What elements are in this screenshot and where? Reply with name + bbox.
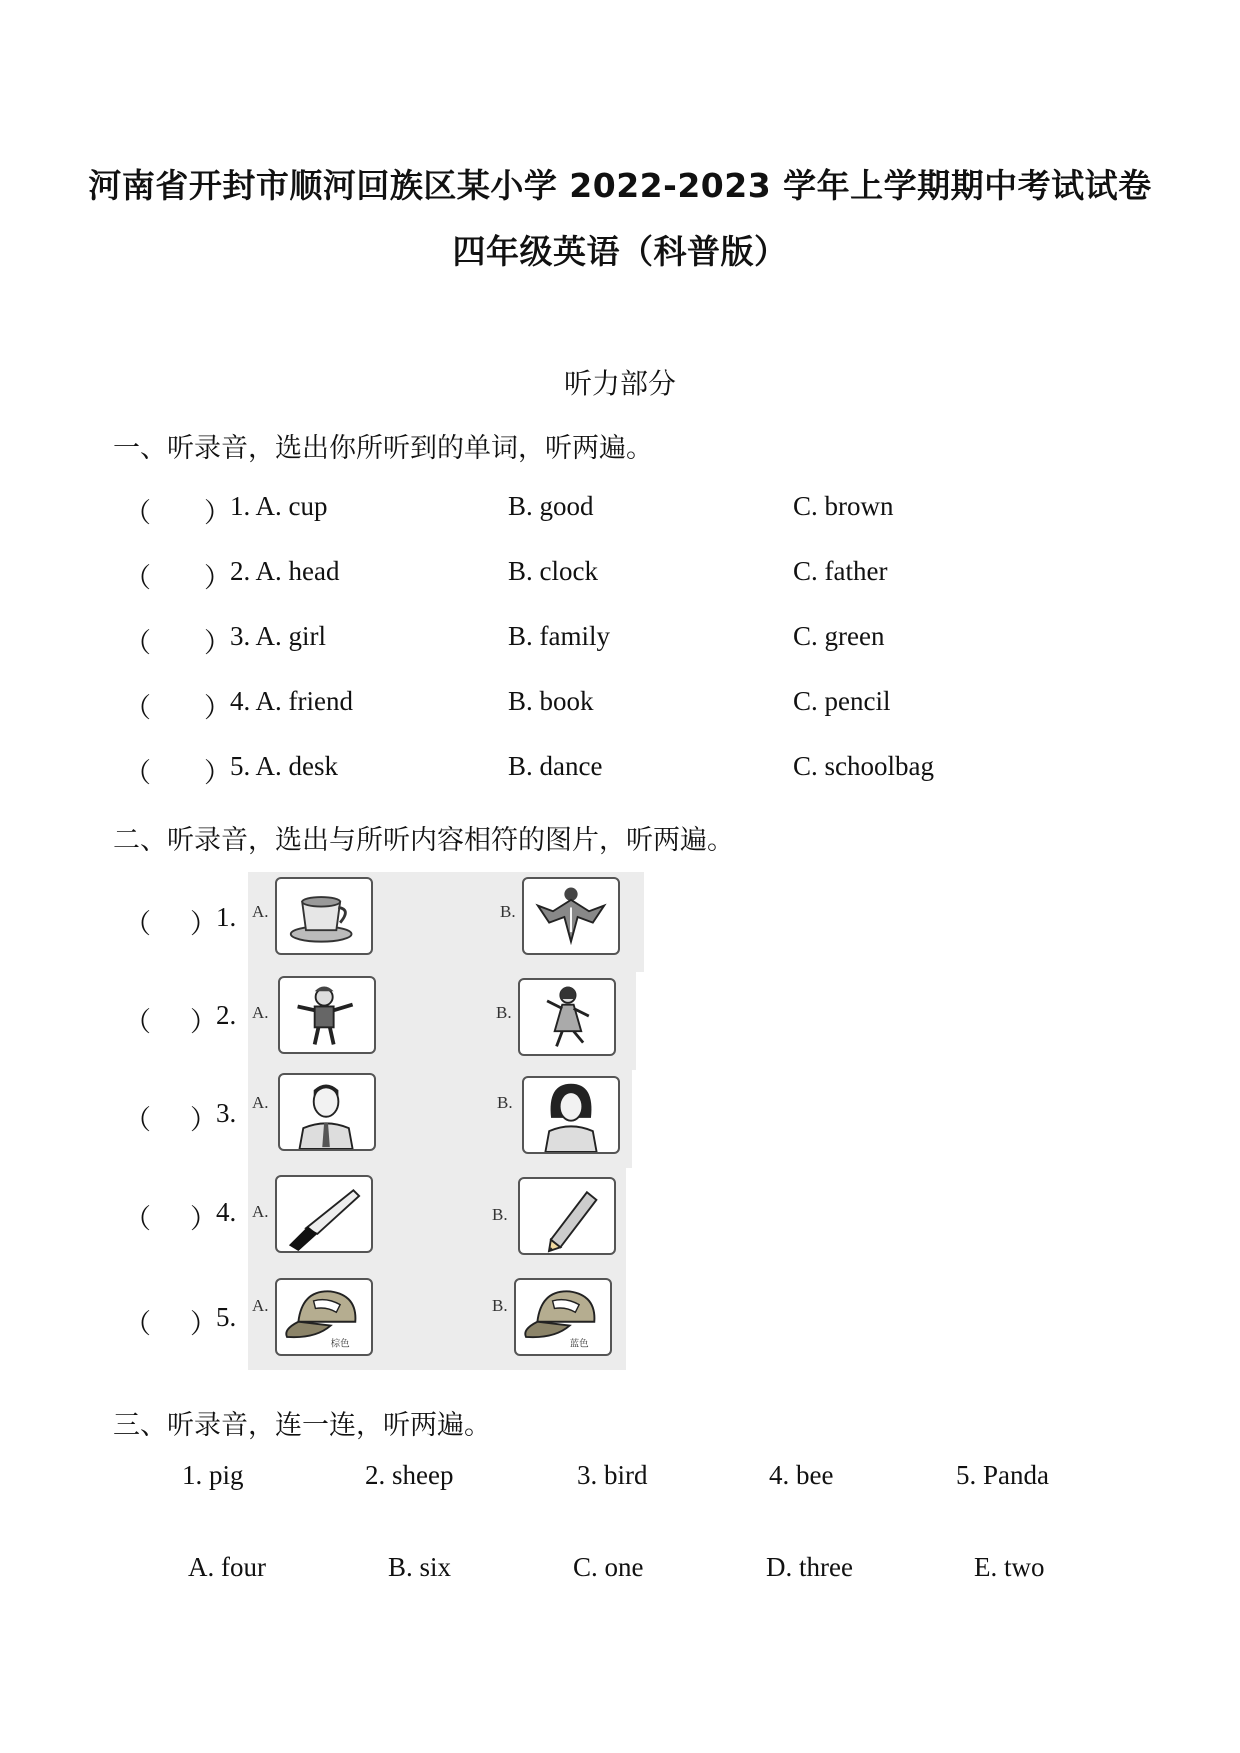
woman-icon[interactable] xyxy=(522,1076,620,1154)
question-number: 1. xyxy=(216,902,237,932)
part2-question-3 xyxy=(0,1068,1240,1168)
boy-icon[interactable] xyxy=(278,976,376,1054)
girl-dancing-icon[interactable] xyxy=(518,978,616,1056)
answer-paren-right: ） xyxy=(190,909,217,939)
answer-paren-right: ） xyxy=(190,1007,217,1037)
kite-icon[interactable] xyxy=(522,877,620,955)
option-a: 2. A. head xyxy=(230,556,340,586)
part2-question-2 xyxy=(0,970,1240,1070)
answer-paren-right: ） xyxy=(204,628,231,658)
option-c: C. father xyxy=(793,556,888,586)
answer-paren-left[interactable]: （ xyxy=(124,1309,151,1339)
animal-word[interactable]: 2. sheep xyxy=(365,1460,454,1490)
label-a: A. xyxy=(252,1003,269,1022)
answer-paren-left[interactable]: （ xyxy=(124,628,151,658)
option-b: B. family xyxy=(508,621,610,651)
part3-heading: 三、听录音，连一连，听两遍。 xyxy=(113,1410,491,1441)
option-a: 1. A. cup xyxy=(230,491,328,521)
cap-color-label: 棕色 xyxy=(330,1338,350,1350)
option-b: B. clock xyxy=(508,556,598,586)
exam-title: 河南省开封市顺河回族区某小学 2022-2023 学年上学期期中考试试卷 xyxy=(88,166,1152,205)
answer-paren-left[interactable]: （ xyxy=(124,1105,151,1135)
label-a: A. xyxy=(252,1296,269,1315)
answer-paren-left[interactable]: （ xyxy=(124,758,151,788)
answer-paren-right: ） xyxy=(190,1105,217,1135)
part1-question-3 xyxy=(0,621,1240,661)
question-number: 5. xyxy=(216,1302,237,1332)
cap-color-label: 蓝色 xyxy=(569,1338,589,1350)
number-word[interactable]: E. two xyxy=(974,1552,1045,1582)
animal-word[interactable]: 4. bee xyxy=(769,1460,834,1490)
part1-question-1 xyxy=(0,491,1240,531)
part1-question-5 xyxy=(0,751,1240,791)
exam-subtitle: 四年级英语（科普版） xyxy=(452,232,788,271)
part2-question-5 xyxy=(0,1266,1240,1366)
animal-word[interactable]: 1. pig xyxy=(182,1460,244,1490)
answer-paren-left[interactable]: （ xyxy=(124,1007,151,1037)
answer-paren-right: ） xyxy=(190,1204,217,1234)
answer-paren-left[interactable]: （ xyxy=(124,1204,151,1234)
option-c: C. schoolbag xyxy=(793,751,934,781)
question-number: 3. xyxy=(216,1098,237,1128)
option-b: B. dance xyxy=(508,751,603,781)
option-b: B. good xyxy=(508,491,594,521)
man-icon[interactable] xyxy=(278,1073,376,1151)
label-b: B. xyxy=(492,1205,508,1224)
label-b: B. xyxy=(500,902,516,921)
option-c: C. brown xyxy=(793,491,894,521)
part1-question-4 xyxy=(0,686,1240,726)
number-word[interactable]: A. four xyxy=(188,1552,266,1582)
option-c: C. pencil xyxy=(793,686,891,716)
question-number: 2. xyxy=(216,1000,237,1030)
option-a: 3. A. girl xyxy=(230,621,327,651)
answer-paren-right: ） xyxy=(204,498,231,528)
part1-question-2 xyxy=(0,556,1240,596)
pencil-icon[interactable] xyxy=(518,1177,616,1255)
answer-paren-right: ） xyxy=(204,693,231,723)
part1-heading: 一、听录音，选出你所听到的单词，听两遍。 xyxy=(113,433,653,464)
answer-paren-left[interactable]: （ xyxy=(124,693,151,723)
answer-paren-right: ） xyxy=(204,563,231,593)
animal-word[interactable]: 3. bird xyxy=(577,1460,648,1490)
number-word[interactable]: C. one xyxy=(573,1552,644,1582)
label-b: B. xyxy=(497,1093,513,1112)
option-a: 5. A. desk xyxy=(230,751,338,781)
label-a: A. xyxy=(252,902,269,921)
cup-icon[interactable] xyxy=(275,877,373,955)
part2-question-1 xyxy=(0,872,1240,972)
answer-paren-left[interactable]: （ xyxy=(124,498,151,528)
cap-icon[interactable] xyxy=(514,1278,612,1356)
option-c: C. green xyxy=(793,621,885,651)
part2-question-4 xyxy=(0,1167,1240,1267)
answer-paren-right: ） xyxy=(204,758,231,788)
answer-paren-left[interactable]: （ xyxy=(124,563,151,593)
question-number: 4. xyxy=(216,1197,237,1227)
part2-heading: 二、听录音，选出与所听内容相符的图片，听两遍。 xyxy=(113,825,734,856)
animal-word[interactable]: 5. Panda xyxy=(956,1460,1049,1490)
option-a: 4. A. friend xyxy=(230,686,353,716)
label-b: B. xyxy=(492,1296,508,1315)
number-word[interactable]: D. three xyxy=(766,1552,853,1582)
answer-paren-right: ） xyxy=(190,1309,217,1339)
number-word[interactable]: B. six xyxy=(388,1552,452,1582)
cap-icon[interactable] xyxy=(275,1278,373,1356)
label-a: A. xyxy=(252,1202,269,1221)
option-b: B. book xyxy=(508,686,594,716)
section-label: 听力部分 xyxy=(563,367,676,400)
answer-paren-left[interactable]: （ xyxy=(124,909,151,939)
label-b: B. xyxy=(496,1003,512,1022)
knife-icon[interactable] xyxy=(275,1175,373,1253)
label-a: A. xyxy=(252,1093,269,1112)
